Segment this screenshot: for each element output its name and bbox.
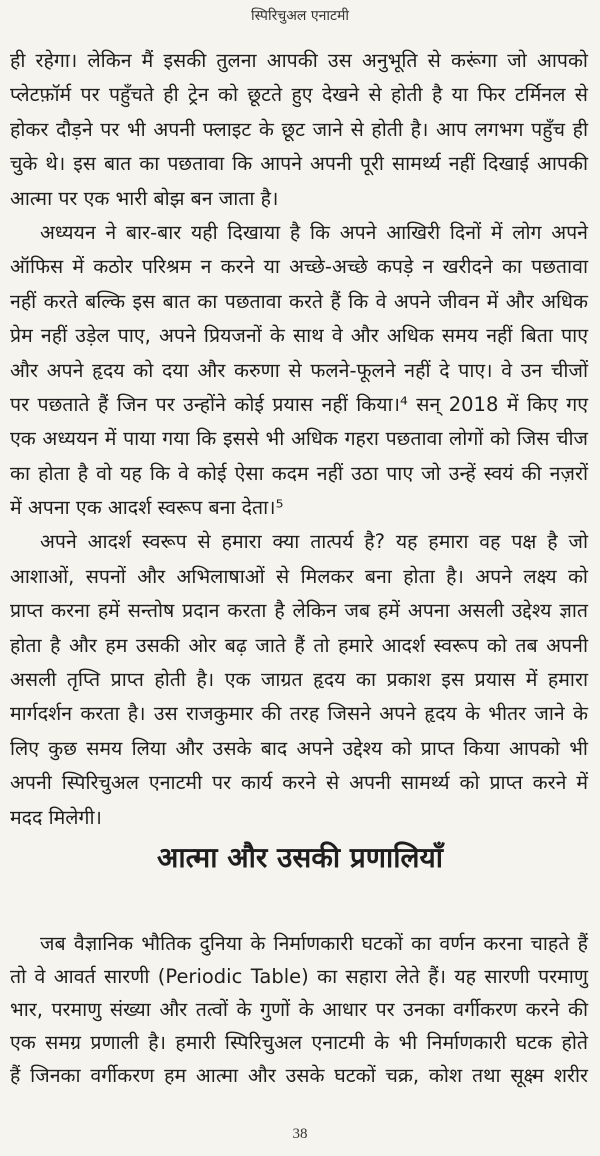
- text-line: होता है और हम उसकी ओर बढ़ जाते हैं तो हमारे आदर्श स्वरूप को तब अपनी: [10, 633, 588, 657]
- text-line: अध्ययन ने बार-बार यही दिखाया है कि अपने आखिरी दिनों में लोग अपने: [40, 220, 588, 244]
- text-line: अपने आदर्श स्वरूप से हमारा क्या तात्पर्य है? यह हमारा वह पक्ष है जो: [40, 530, 588, 554]
- text-line: ऑफिस में कठोर परिश्रम न करने या अच्छे-अच्छे कपड़े न खरीदने का पछतावा: [10, 255, 588, 279]
- text-line: का होता है वो यह कि वे कोई ऐसा कदम नहीं उठा पाए जो उन्हें स्वयं की नज़रों: [10, 461, 588, 485]
- text-line: पर पछताते हैं जिन पर उन्होंने कोई प्रयास नहीं किया।⁴ सन् 2018 में किए गए: [10, 392, 588, 416]
- text-line: हैं जिनका वर्गीकरण हम आत्मा और उसके घटकों चक्र, कोश तथा सूक्ष्म शरीर: [10, 1064, 588, 1087]
- text-line: चुके थे। इस बात का पछतावा कि आपने अपनी पूरी सामर्थ्य नहीं दिखाई आपकी: [10, 152, 588, 176]
- page-number: 38: [292, 1126, 308, 1142]
- text-line: लिए कुछ समय लिया और उसके बाद अपने उद्देश्य को प्राप्त किया आपको भी: [10, 736, 588, 760]
- text-line: असली तृप्ति प्राप्त होती है। एक जाग्रत हृदय का प्रकाश इस प्रयास में हमारा: [10, 668, 588, 692]
- text-line: आत्मा पर एक भारी बोझ बन जाता है।: [10, 186, 279, 210]
- text-line: आशाओं, सपनों और अभिलाषाओं से मिलकर बना होता है। अपने लक्ष्य को: [10, 564, 588, 588]
- text-line: नहीं करते बल्कि इस बात का पछतावा करते हैं कि वे अपने जीवन में और अधिक: [10, 289, 588, 313]
- text-line: एक समग्र प्रणाली है। हमारी स्पिरिचुअल एनाटमी के भी निर्माणकारी घटक होते: [10, 1031, 588, 1054]
- running-header: स्पिरिचुअल एनाटमी: [250, 8, 350, 24]
- text-line: जब वैज्ञानिक भौतिक दुनिया के निर्माणकारी घटकों का वर्णन करना चाहते हैं: [40, 932, 588, 955]
- text-line: प्लेटफ़ॉर्म पर पहुँचते ही ट्रेन को छूटते हुए देखने से होती है या फिर टर्मिनल से: [10, 83, 588, 107]
- section-heading: आत्मा और उसकी प्रणालियाँ: [156, 841, 443, 874]
- text-line: प्रेम नहीं उड़ेल पाए, अपने प्रियजनों के साथ वे और अधिक समय नहीं बिता पाए: [10, 324, 588, 348]
- text-line: तो वे आवर्त सारणी (Periodic Table) का सहारा लेते हैं। यह सारणी परमाणु: [10, 965, 588, 988]
- text-line: भार, परमाणु संख्या और तत्वों के गुणों के आधार पर उनका वर्गीकरण करने की: [10, 998, 588, 1021]
- text-line: प्राप्त करना हमें सन्तोष प्रदान करता है लेकिन जब हमें अपना असली उद्देश्य ज्ञात: [10, 599, 588, 623]
- text-line: मदद मिलेगी।: [10, 805, 102, 829]
- text-line: अपनी स्पिरिचुअल एनाटमी पर कार्य करने से अपनी सामर्थ्य को प्राप्त करने में: [10, 771, 588, 795]
- text-line: में अपना एक आदर्श स्वरूप बना देता।⁵: [10, 496, 284, 520]
- text-line: मार्गदर्शन करता है। उस राजकुमार की तरह जिसने अपने हृदय के भीतर जाने के: [10, 702, 588, 726]
- text-line: और अपने हृदय को दया और करुणा से फलने-फूलने नहीं दे पाए। वे उन चीजों: [10, 358, 588, 382]
- body-text: [10, 44, 588, 835]
- text-line: ही रहेगा। लेकिन मैं इसकी तुलना आपकी उस अनुभूति से करूंगा जो आपको: [10, 49, 588, 72]
- text-line: होकर दौड़ने पर भी अपनी फ्लाइट के छूट जाने से होती है। आप लगभग पहुँच ही: [10, 117, 588, 141]
- text-line: एक अध्ययन में पाया गया कि इससे भी अधिक गहरा पछतावा लोगों को जिस चीज: [10, 427, 588, 451]
- section-paragraph: [10, 927, 588, 1092]
